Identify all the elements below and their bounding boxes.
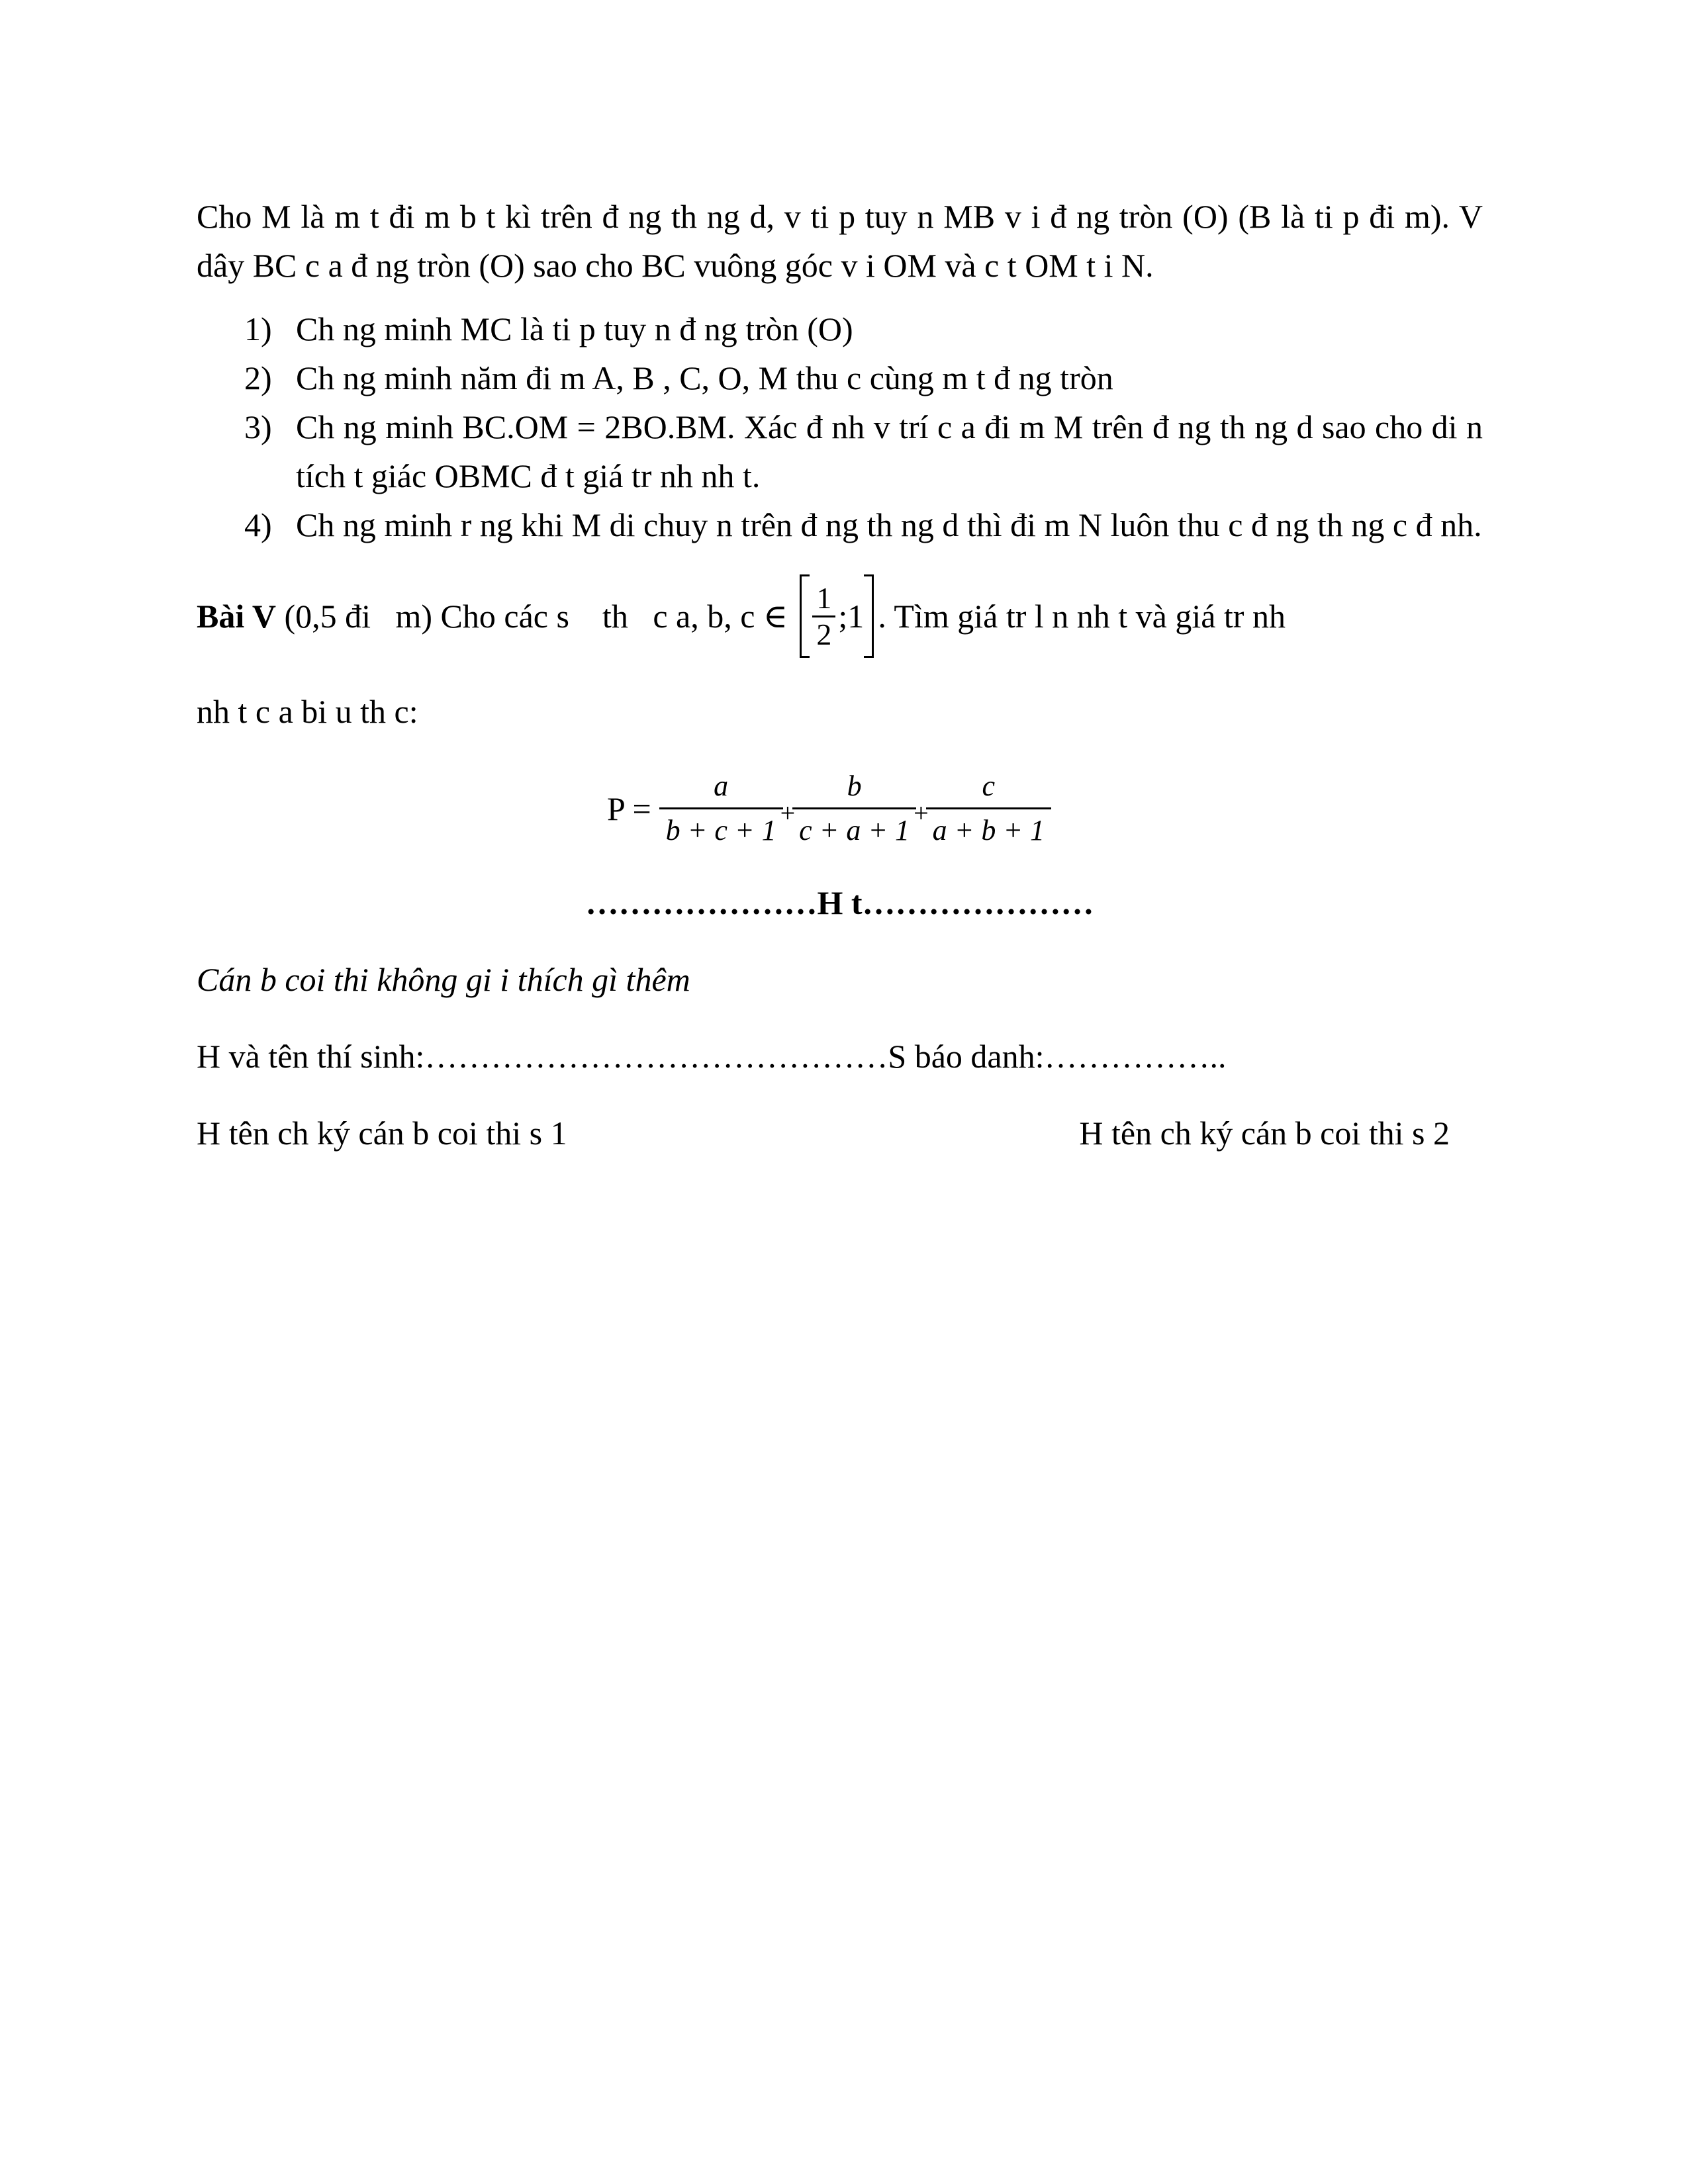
formula xyxy=(197,765,1483,852)
interval xyxy=(800,574,874,658)
formula-lhs: P = xyxy=(607,790,651,827)
signature-row xyxy=(197,1109,1483,1158)
list-item xyxy=(197,402,1483,500)
right-bracket xyxy=(864,574,874,658)
formula-term xyxy=(666,765,776,852)
bai-v-label: Bài V xyxy=(197,598,276,635)
signature-proctor-2: H tên ch ký cán b coi thi s 2 xyxy=(1079,1115,1450,1152)
bai-v-rest: . Tìm giá tr l n nh t và giá tr nh xyxy=(878,598,1286,635)
problem-list xyxy=(197,304,1483,549)
candidate-line: H và tên thí sinh:……………………………………S báo danh:…………….. xyxy=(197,1038,1227,1075)
list-item xyxy=(197,304,1483,353)
list-item xyxy=(197,353,1483,402)
exam-page xyxy=(197,192,1483,1158)
bai-v-line xyxy=(197,574,1483,658)
plus-sign: + xyxy=(914,797,929,828)
left-bracket xyxy=(800,574,810,658)
formula-term xyxy=(933,765,1045,852)
fraction-numerator: 1 xyxy=(812,581,835,617)
formula-term xyxy=(799,765,910,852)
term-numerator: b xyxy=(792,765,916,809)
problem-intro: Cho M là m t đi m b t kì trên đ ng th ng d, v ti p tuy n MB v i đ ng tròn (O) (B là ti p đi m). V dây BC c a đ ng tròn (O) sao cho BC vuông góc v i OM và c t OM t i N. xyxy=(197,198,1483,284)
item-text: Ch ng minh r ng khi M di chuy n trên đ ng th ng d thì đi m N luôn thu c đ ng th ng c đ nh. xyxy=(296,506,1482,543)
bai-v-line2: nh t c a bi u th c: xyxy=(197,693,418,730)
proctor-note: Cán b coi thi không gi i thích gì thêm xyxy=(197,961,690,998)
item-number: 1) xyxy=(244,310,272,347)
interval-upper: ;1 xyxy=(838,598,865,635)
term-denominator: a + b + 1 xyxy=(932,814,1045,846)
signature-proctor-1: H tên ch ký cán b coi thi s 1 xyxy=(197,1115,567,1152)
item-number: 2) xyxy=(244,359,272,396)
term-numerator: c xyxy=(926,765,1051,809)
plus-sign: + xyxy=(780,797,796,828)
item-text: Ch ng minh năm đi m A, B , C, O, M thu c cùng m t đ ng tròn xyxy=(296,359,1113,396)
term-denominator: c + a + 1 xyxy=(799,814,910,846)
fraction-half xyxy=(812,581,835,652)
item-number: 3) xyxy=(244,408,272,445)
item-text: Ch ng minh BC.OM = 2BO.BM. Xác đ nh v trí c a đi m M trên đ ng th ng d sao cho di n tích t giác OBMC đ t giá tr nh nh t. xyxy=(296,408,1483,494)
bai-v-points: (0,5 đi m) Cho các s th c a, b, c ∈ xyxy=(275,598,796,635)
fraction-denominator: 2 xyxy=(816,617,832,651)
term-numerator: a xyxy=(659,765,783,809)
item-number: 4) xyxy=(244,506,272,543)
term-denominator: b + c + 1 xyxy=(665,814,776,846)
item-text: Ch ng minh MC là ti p tuy n đ ng tròn (O) xyxy=(296,310,853,347)
end-marker: …………………H t………………… xyxy=(585,884,1094,921)
list-item xyxy=(197,500,1483,549)
